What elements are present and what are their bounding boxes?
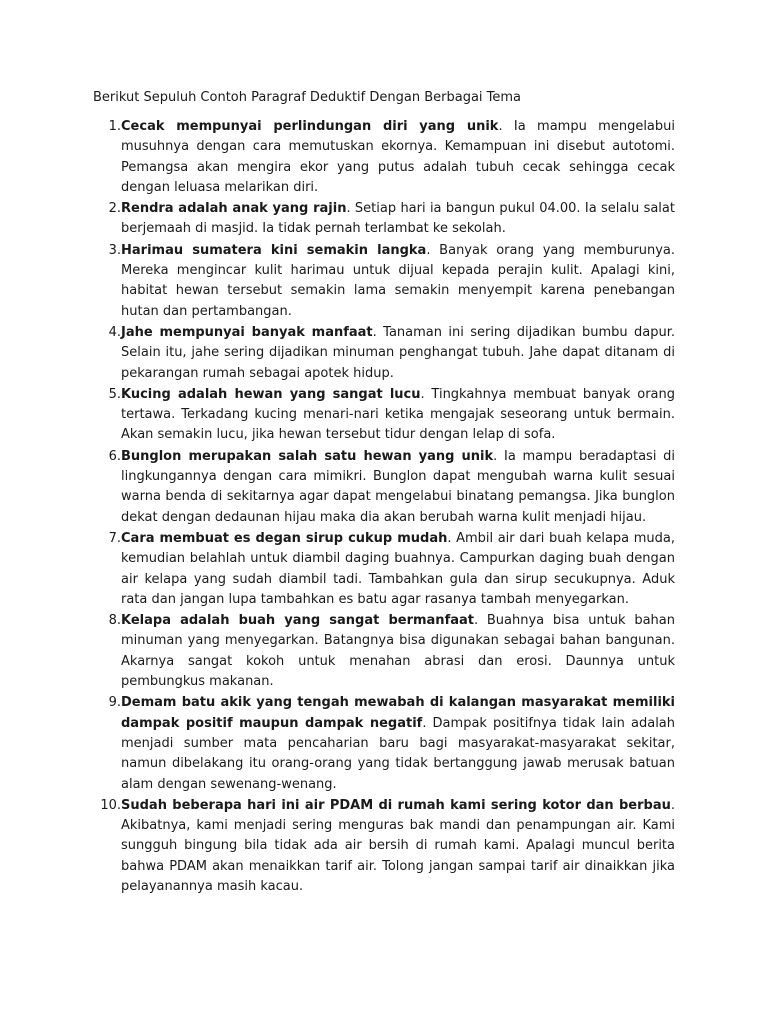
list-item	[94, 117, 675, 198]
supporting-sentences: . Banyak orang yang memburunya. Mereka mengincar kulit harimau untuk dijual kepada perajin kulit. Apalagi kini, habitat hewan tersebut semakin lama semakin menyempit karena penebangan hutan dan pertambangan.	[121, 242, 675, 319]
list-item	[94, 199, 675, 240]
item-text	[121, 693, 675, 794]
item-number: 4.	[108, 324, 121, 340]
item-text	[121, 199, 675, 240]
main-sentence: Cara membuat es degan sirup cukup mudah	[121, 530, 448, 546]
supporting-sentences: . Akibatnya, kami menjadi sering menguras bak mandi dan penampungan air. Kami sungguh bingung bila tidak ada air bersih di rumah kami. Apalagi muncul berita bahwa PDAM akan menaikkan tarif air. Tolong jangan sampai tarif air dinaikkan jika pelayanannya masih kacau.	[121, 797, 675, 894]
main-sentence: Rendra adalah anak yang rajin	[121, 201, 347, 217]
list-item	[94, 611, 675, 692]
main-sentence: Harimau sumatera kini semakin langka	[121, 242, 427, 258]
main-sentence: Demam batu akik yang tengah mewabah di kalangan masyarakat memiliki dampak positif maupun dampak negatif	[121, 695, 675, 731]
document-title: Berikut Sepuluh Contoh Paragraf Deduktif Dengan Berbagai Tema	[93, 90, 522, 105]
list-item	[94, 529, 675, 610]
item-number: 1.	[108, 119, 121, 134]
item-text	[121, 611, 675, 692]
list-item	[94, 323, 675, 384]
list-item	[94, 693, 675, 794]
item-text	[121, 447, 675, 528]
item-text	[121, 117, 675, 198]
item-number: 7.	[108, 530, 121, 546]
supporting-sentences: . Tanaman ini sering dijadikan bumbu dapur. Selain itu, jahe sering dijadikan minuman penghangat tubuh. Jahe dapat ditanam di pekarangan rumah sebagai apotek hidup.	[121, 324, 675, 381]
supporting-sentences: . Ambil air dari buah kelapa muda, kemudian belahlah untuk diambil daging buahnya. Campurkan daging buah dengan air kelapa yang sudah diambil tadi. Tambahkan gula dan sirup secukupnya. Aduk rata dan jangan lupa tambahkan es batu agar rasanya tambah menyegarkan.	[121, 530, 675, 607]
main-sentence: Kucing adalah hewan yang sangat lucu	[121, 386, 421, 402]
main-sentence: Jahe mempunyai banyak manfaat	[121, 324, 373, 340]
supporting-sentences: . Tingkahnya membuat banyak orang tertawa. Terkadang kucing menari-nari ketika mengajak seseorang untuk bermain. Akan semakin lucu, jika hewan tersebut tidur dengan lelap di sofa.	[121, 386, 675, 443]
item-text	[121, 385, 675, 446]
list-item	[94, 385, 675, 446]
item-text	[121, 796, 675, 897]
list-item	[94, 241, 675, 322]
supporting-sentences: . Buahnya bisa untuk bahan minuman yang menyegarkan. Batangnya bisa digunakan sebagai bahan bangunan. Akarnya sangat kokoh untuk menahan abrasi dan erosi. Daunnya untuk pembungkus makanan.	[121, 613, 675, 690]
item-number: 10.	[100, 797, 121, 813]
item-number: 9.	[108, 695, 121, 711]
supporting-sentences: . Ia mampu beradaptasi di lingkungannya dengan cara mimikri. Bunglon dapat mengubah warna kulit sesuai warna benda di sekitarnya agar dapat mengelabui binatang pemangsa. Jika bunglon dekat dengan dedaunan hijau maka dia akan berubah warna kulit menjadi hijau.	[121, 448, 675, 525]
item-number: 6.	[108, 448, 121, 464]
item-number: 5.	[108, 386, 121, 402]
supporting-sentences: . Dampak positifnya tidak lain adalah menjadi sumber mata pencaharian baru bagi masyarakat-masyarakat sekitar, namun dibelakang itu orang-orang yang tidak bertanggung jawab merusak batuan alam dengan sewenang-wenang.	[121, 715, 676, 792]
main-sentence: Sudah beberapa hari ini air PDAM di rumah kami sering kotor dan berbau	[121, 797, 671, 813]
main-sentence: Bunglon merupakan salah satu hewan yang unik	[121, 448, 494, 464]
item-text	[121, 529, 675, 610]
item-number: 3.	[108, 242, 121, 258]
paragraph-list	[94, 117, 675, 898]
main-sentence: Kelapa adalah buah yang sangat bermanfaat	[121, 613, 474, 629]
item-number: 8.	[108, 613, 121, 629]
item-text	[121, 241, 675, 322]
supporting-sentences: . Setiap hari ia bangun pukul 04.00. Ia selalu salat berjemaah di masjid. Ia tidak pernah terlambat ke sekolah.	[121, 201, 675, 237]
item-number: 2.	[108, 201, 121, 217]
list-item	[94, 796, 675, 897]
supporting-sentences: . Ia mampu mengelabui musuhnya dengan cara memutuskan ekornya. Kemampuan ini disebut autotomi. Pemangsa akan mengira ekor yang putus adalah tubuh cecak sehingga cecak dengan leluasa melarikan diri.	[121, 119, 676, 195]
list-item	[94, 447, 675, 528]
main-sentence: Cecak mempunyai perlindungan diri yang unik	[121, 119, 499, 134]
item-text	[121, 323, 675, 384]
